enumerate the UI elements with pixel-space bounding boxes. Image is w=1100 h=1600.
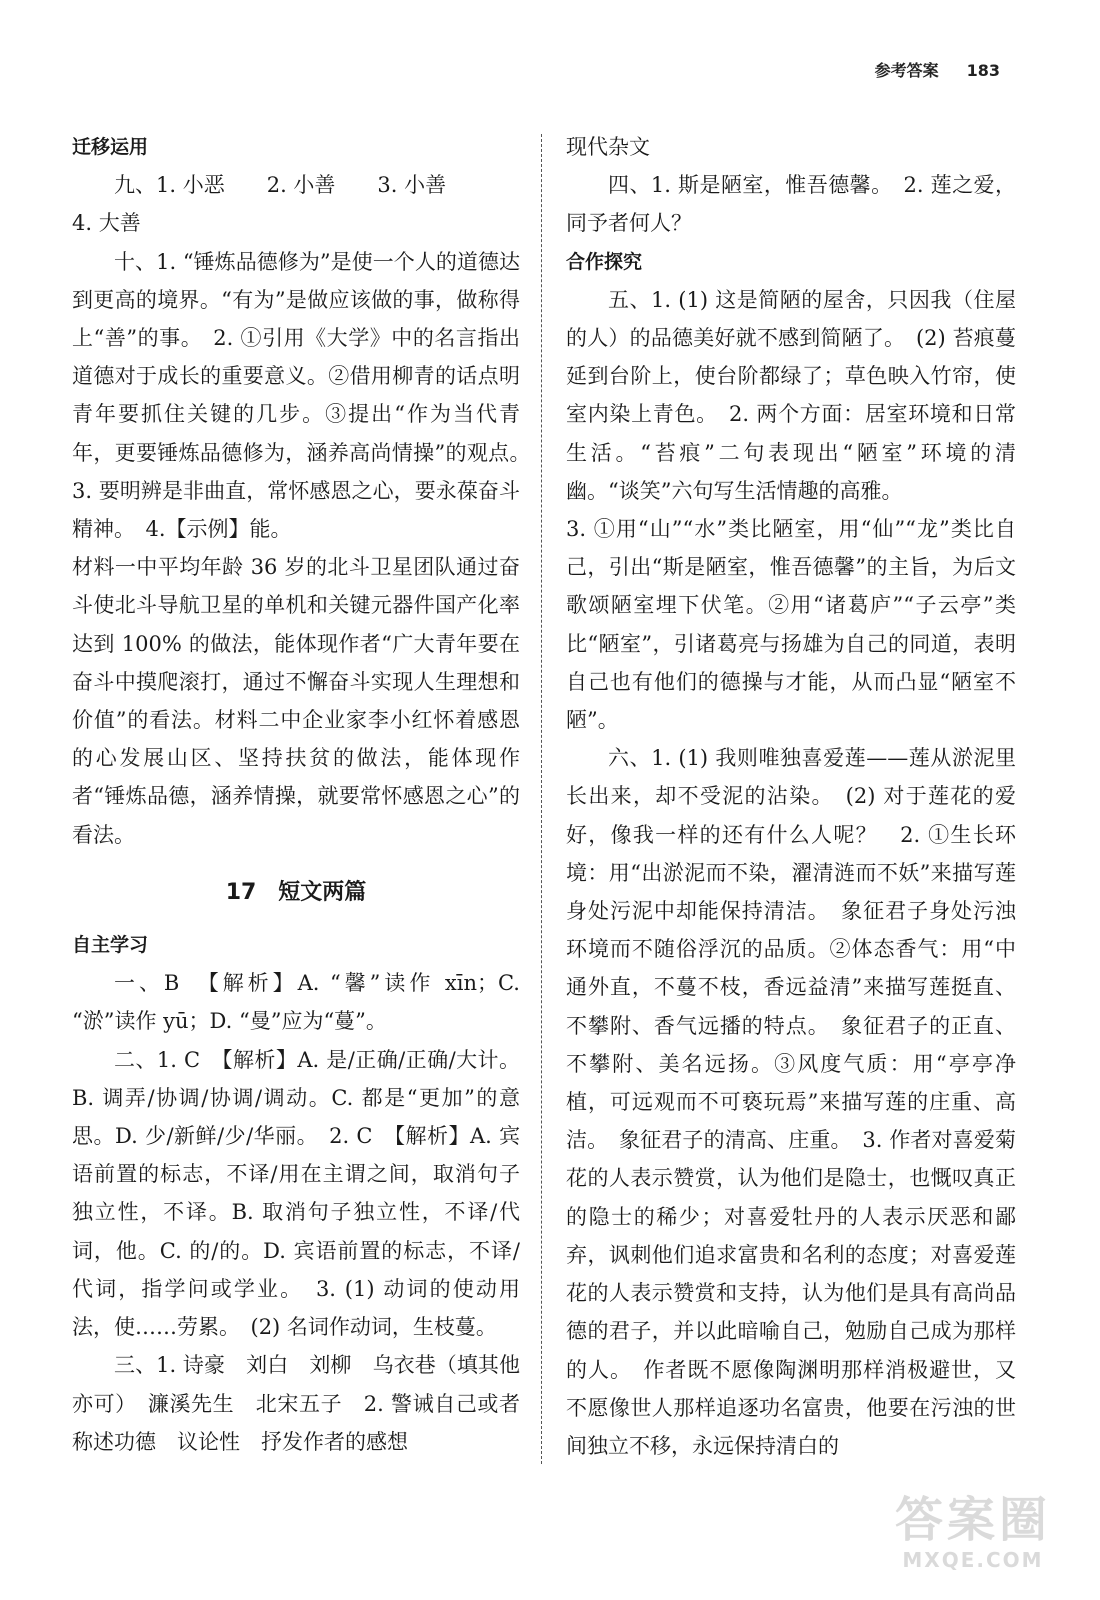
answer-five-3: 3. ①用“山”“水”类比陋室，用“仙”“龙”类比自己，引出“斯是陋室，惟吾德馨”的主旨，为后文歌颂陋室埋下伏笔。②用“诸葛庐”“子云亭”类比“陋室”，引诸葛亮与扬雄为自己的同道，表明自己也有他们的德操与才能，从而凸显“陋室不陋”。	[566, 517, 1016, 733]
page-number: 183	[966, 61, 1000, 80]
answer-ten: 十、1. “锤炼品德修为”是使一个人的道德达到更高的境界。“有为”是做应该做的事，做称得上“善”的事。 2. ①引用《大学》中的名言指出道德对于成长的重要意义。②借用柳青的话点明青年要抓住关键的几步。③提出“作为当代青年，更要锤炼品德修为，涵养高尚情操”的观点。 3. 要明辨是非曲直，常怀感恩之心，要永葆奋斗精神。 4.【示例】能。	[72, 249, 541, 542]
answer-ten-example: 材料一中平均年龄 36 岁的北斗卫星团队通过奋斗使北斗导航卫星的单机和关键元器件国产化率达到 100% 的做法，能体现作者“广大青年要在奋斗中摸爬滚打，通过不懈奋斗实现人生理想和价值”的看法。材料二中企业家李小红怀着感恩的心发展山区、坚持扶贫的做法，能体现作者“锤炼品德，涵养情操，就要常怀感恩之心”的看法。	[72, 555, 520, 847]
answer-nine-cont: 4. 大善	[72, 211, 141, 236]
section-heading-self-study: 自主学习	[72, 934, 149, 957]
answer-six: 六、1. (1) 我则唯独喜爱莲——莲从淤泥里长出来，却不受泥的沾染。 (2) 对于莲花的爱好，像我一样的还有什么人呢？ 2. ①生长环境：用“出淤泥而不染，濯清涟而不妖”来描写莲身处污泥中却能保持清洁。 象征君子身处污浊环境而不随俗浮沉的品质。②体态香气：用“中通外直，不蔓不枝，香远益清”来描写莲挺直、不攀附、香气远播的特点。 象征君子的正直、不攀附、美名远扬。③风度气质：用“亭亭净植，可远观而不可亵玩焉”来描写莲的庄重、高洁。 象征君子的清高、庄重。 3. 作者对喜爱菊花的人表示赞赏，认为他们是隐士，也慨叹真正的隐士的稀少；对喜爱牡丹的人表示厌恶和鄙弃，讽刺他们追求富贵和名利的态度；对喜爱莲花的人表示赞赏和支持，认为他们是具有高尚品德的君子，并以此暗喻自己，勉励自己成为那样的人。 作者既不愿像陶渊明那样消极避世，又不愿像世人那样追逐功名富贵，他要在污浊的世间独立不移，永远保持清白的	[566, 746, 1016, 1458]
left-column	[72, 128, 541, 1461]
answer-five: 五、1. (1) 这是简陋的屋舍，只因我（住屋的人）的品德美好就不感到简陋了。 (2) 苔痕蔓延到台阶上，使台阶都绿了；草色映入竹帘，使室内染上青色。 2. 两个方面：居室环境和日常生活。“苔痕”二句表现出“陋室”环境的清幽。“谈笑”六句写生活情趣的高雅。	[566, 287, 1016, 503]
answer-three: 三、1. 诗豪 刘白 刘柳 乌衣巷（填其他亦可） 濂溪先生 北宋五子 2. 警诫自己或者称述功德 议论性 抒发作者的感想	[72, 1353, 520, 1454]
answer-two: 二、1. C 【解析】A. 是/正确/正确/大计。B. 调弄/协调/协调/调动。C. 都是“更加”的意思。D. 少/新鲜/少/华丽。 2. C 【解析】A. 宾语前置的标志，不译/用在主谓之间，取消句子独立性，不译。B. 取消句子独立性，不译/代词，他。C. 的/的。D. 宾语前置的标志，不译/代词，指学问或学业。 3. (1) 动词的使动用法，使……劳累。 (2) 名词作动词，生枝蔓。	[72, 1047, 520, 1340]
section-heading-transfer: 迁移运用	[72, 136, 149, 158]
answer-three-cont: 现代杂文	[566, 135, 650, 159]
answer-four: 四、1. 斯是陋室，惟吾德馨。 2. 莲之爱，同予者何人？	[566, 173, 1016, 236]
answer-one: 一、B 【解析】A. “馨”读作 xīn；C. “淤”读作 yū；D. “曼”应为“蔓”。	[72, 971, 520, 1034]
lesson-title: 17 短文两篇	[225, 879, 367, 905]
watermark-url: MXQE.COM	[902, 1548, 1044, 1572]
column-divider	[541, 134, 542, 1464]
watermark-text: 答案圈	[894, 1492, 1051, 1548]
right-column	[566, 128, 1016, 1465]
answer-nine: 九、1. 小恶 2. 小善 3. 小善	[114, 173, 447, 198]
page-header	[875, 58, 1000, 81]
section-heading-cooperation: 合作探究	[566, 250, 643, 273]
header-label: 参考答案	[874, 61, 939, 80]
watermark-logo	[868, 1492, 1078, 1582]
